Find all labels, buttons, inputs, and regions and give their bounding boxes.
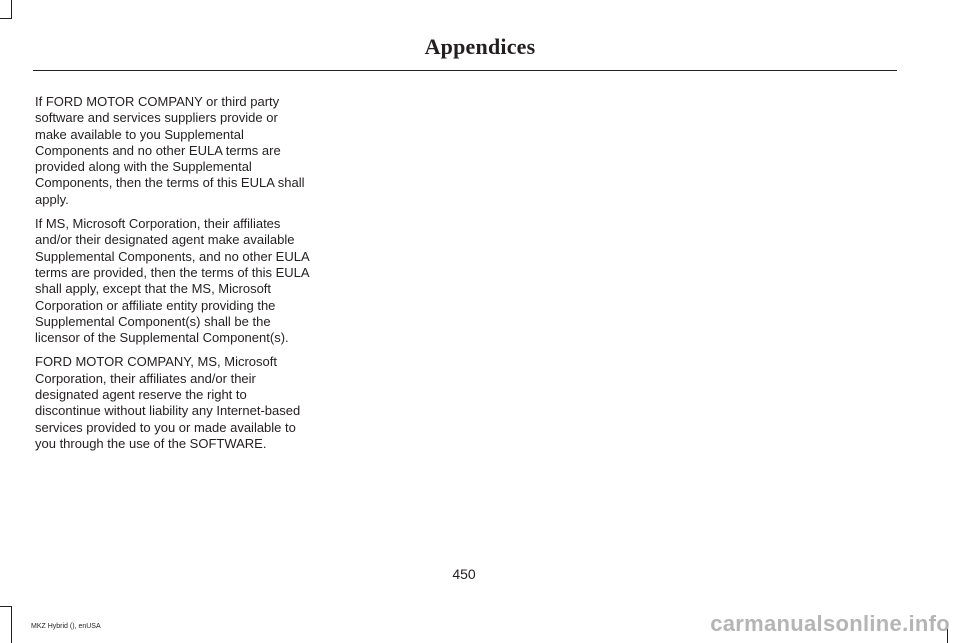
crop-mark-bottom-left-vertical bbox=[11, 606, 12, 643]
page-number: 450 bbox=[452, 566, 476, 582]
text-column bbox=[35, 94, 310, 460]
crop-mark-top-left-vertical bbox=[11, 0, 12, 18]
document-id: MKZ Hybrid (), enUSA bbox=[31, 623, 101, 630]
paragraph: If MS, Microsoft Corporation, their affiliates and/or their designated agent make available Supplemental Components, and no other EULA terms are provided, then the terms of this EULA shall apply, except that the MS, Microsoft Corporation or affiliate entity providing the Supplemental Component(s) shall be the licensor of the Supplemental Component(s). bbox=[35, 216, 309, 346]
page-title: Appendices bbox=[424, 34, 536, 59]
paragraph: If FORD MOTOR COMPANY or third party software and services suppliers provide or make available to you Supplemental Components and no other EULA terms are provided along with the Supplemental Components, then the terms of this EULA shall apply. bbox=[35, 94, 305, 207]
header-rule bbox=[33, 70, 897, 71]
crop-mark-top-left-horizontal bbox=[0, 18, 12, 19]
paragraph: FORD MOTOR COMPANY, MS, Microsoft Corporation, their affiliates and/or their designated agent reserve the right to discontinue without liability any Internet-based services provided to you or made available to you through the use of the SOFTWARE. bbox=[35, 354, 301, 451]
watermark: carmanualsonline.info bbox=[710, 611, 950, 636]
